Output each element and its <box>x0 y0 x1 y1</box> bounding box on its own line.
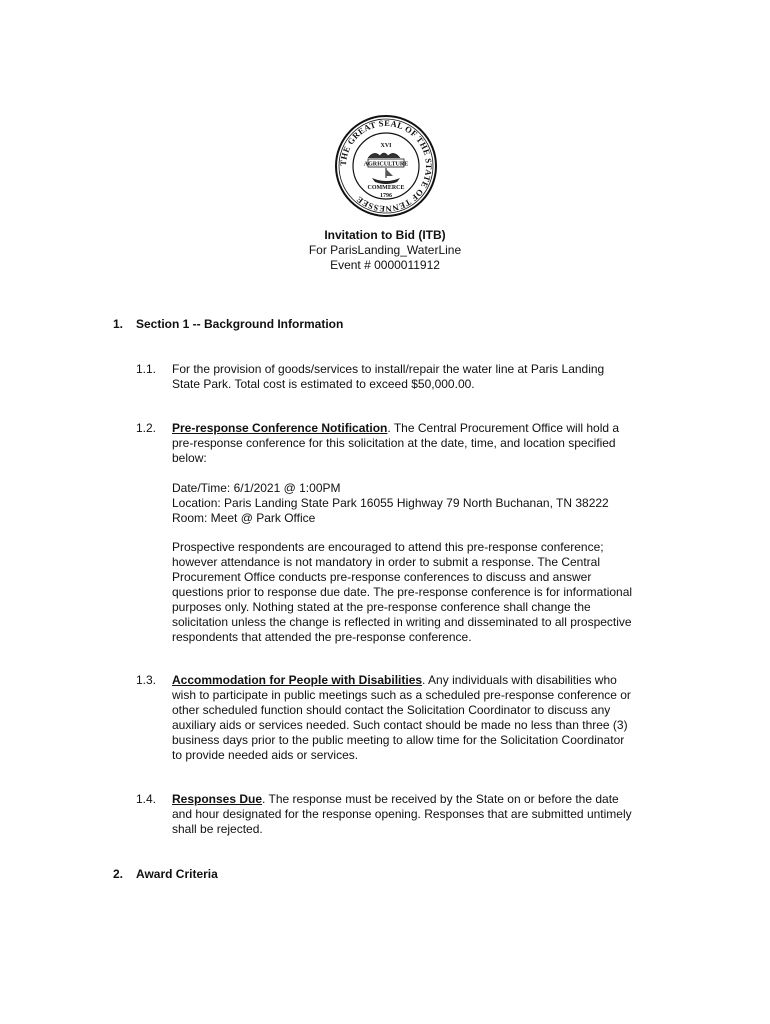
item-1-4-line: . The response must be received by the State on or before the date <box>262 792 619 806</box>
item-1-4-line: shall be rejected. <box>172 822 263 836</box>
item-1-3-line: wish to participate in public meetings such as a scheduled pre-response conference or <box>172 688 631 702</box>
seal-agriculture: AGRICULTURE <box>363 161 409 168</box>
seal-year: 1796 <box>380 193 392 199</box>
item-1-3-number: 1.3. <box>136 673 157 687</box>
state-seal <box>334 114 438 218</box>
item-1-2-line: pre-response conference for this solicitation at the date, time, and location specified <box>172 436 616 450</box>
item-1-3-heading: Accommodation for People with Disabilities <box>172 673 423 687</box>
section-2-title: Award Criteria <box>136 867 218 881</box>
item-1-4-line: and hour designated for the response opening. Responses that are submitted untimely <box>172 807 632 821</box>
item-1-3-line: business days prior to the public meeting to allow time for the Solicitation Coordinator <box>172 733 625 747</box>
conference-body-line: Prospective respondents are encouraged to attend this pre-response conference; <box>172 540 604 554</box>
conference-datetime: Date/Time: 6/1/2021 @ 1:00PM <box>172 481 341 495</box>
item-1-4-heading: Responses Due <box>172 792 263 806</box>
item-1-1-number: 1.1. <box>136 362 157 376</box>
seal-commerce: COMMERCE <box>367 185 405 191</box>
document-subtitle: For ParisLanding_WaterLine <box>308 243 462 257</box>
item-1-3-line: other scheduled function should contact the Solicitation Coordinator to discuss any <box>172 703 611 717</box>
item-1-2-number: 1.2. <box>136 421 157 435</box>
section-1-number: 1. <box>113 317 124 331</box>
conference-location: Location: Paris Landing State Park 16055 Highway 79 North Buchanan, TN 38222 <box>172 496 609 510</box>
conference-body <box>172 540 662 645</box>
item-1-4-number: 1.4. <box>136 792 157 806</box>
section-1-title: Section 1 -- Background Information <box>136 317 344 331</box>
conference-body-line: Procurement Office conducts pre-response conferences to discuss and answer <box>172 570 592 584</box>
section-2-number: 2. <box>113 867 124 881</box>
section-2-heading <box>113 867 218 881</box>
item-1-2-line: below: <box>172 451 207 465</box>
item-1-3-line: auxiliary aids or services needed. Such contact should be made no less than three (3) <box>172 718 628 732</box>
document-header <box>0 228 770 273</box>
seal-ring-text: THE GREAT SEAL OF THE STATE OF TENNESSEE <box>337 117 435 215</box>
conference-details <box>172 481 662 526</box>
item-1-3-line: . Any individuals with disabilities who <box>422 673 617 687</box>
event-number: Event # 0000011912 <box>330 258 440 272</box>
item-1-2-text <box>172 421 662 466</box>
item-1-2-heading: Pre-response Conference Notification <box>172 421 388 435</box>
item-1-3-text <box>172 673 662 763</box>
conference-body-line: purposes only. Nothing stated at the pre-response conference shall change the <box>172 600 591 614</box>
item-1-1-text <box>172 362 662 392</box>
item-1-1-line: State Park. Total cost is estimated to exceed $50,000.00. <box>172 377 475 391</box>
seal-roman: XVI <box>380 143 392 149</box>
item-1-1-line: For the provision of goods/services to install/repair the water line at Paris Landing <box>172 362 605 376</box>
item-1-3-line: to provide needed aids or services. <box>172 748 359 762</box>
conference-body-line: respondents that attended the pre-response conference. <box>172 630 472 644</box>
conference-room: Room: Meet @ Park Office <box>172 511 316 525</box>
document-title: Invitation to Bid (ITB) <box>324 228 446 242</box>
conference-body-line: solicitation unless the change is reflected in writing and disseminated to all prospective <box>172 615 632 629</box>
item-1-4-text <box>172 792 662 837</box>
conference-body-line: questions prior to response due date. The pre-response conference is for informational <box>172 585 633 599</box>
item-1-2-line: . The Central Procurement Office will hold a <box>387 421 620 435</box>
conference-body-line: however attendance is not mandatory in order to submit a response. The Central <box>172 555 601 569</box>
section-1-heading <box>113 317 343 331</box>
